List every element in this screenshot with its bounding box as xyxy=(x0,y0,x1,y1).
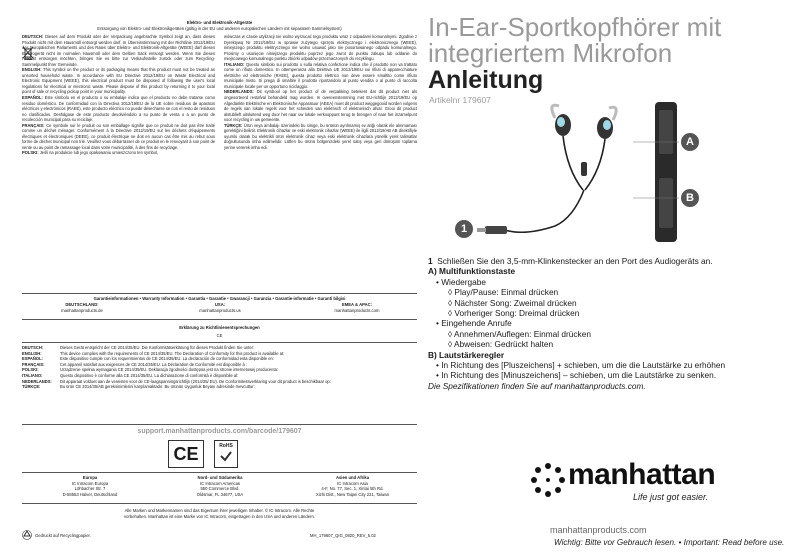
list-item: ◊ Abweisen: Gedrückt halten xyxy=(448,339,554,350)
list-item: ◊ Play/Pause: Einmal drücken xyxy=(448,287,559,298)
manual-title: Anleitung xyxy=(428,66,544,94)
list-item: • Wiedergabe xyxy=(436,276,486,287)
callout-a: A xyxy=(681,133,699,151)
earphones-illustration xyxy=(455,100,685,250)
spec-note: Die Spezifikationen finden Sie auf manhattanproducts.com. xyxy=(428,380,646,391)
table-row: POLSKI: Urządzenie spełnia wymagania CE 2014/35/EU. Deklaracja zgodności dostępna jest na stronie internetowej producenta: xyxy=(22,367,279,373)
rohs-label: RoHS xyxy=(219,443,233,449)
checkmark-icon xyxy=(219,450,233,462)
weee-title: Elektro- und Elektronik-Altgeräte xyxy=(186,20,253,25)
office-europe: Europa IC Intracom Europa Löhbacher Str. 7 D-58553 Halver, Deutschland xyxy=(62,475,118,497)
divider xyxy=(22,472,417,473)
weee-para-es: ESPAÑOL: Este símbolo en el producto o su embalaje indica que el producto no debe tratarse como residuo doméstico. De conformidad con la Directiva 2012/19/EU de la UE sobre residuos de aparatos eléctricos y electrónicos (RAEE), este producto eléctrico no puede desecharse se con el resto de residuos no clasificados. Deshágase de este producto devolviéndolo a su punto de venta o a un punto de recolección municipal para su reciclaje. xyxy=(22,95,216,123)
office-americas: Nord- und Südamerika IC Intracom Americas 550 Commerce Blvd. Oldsmar, FL 34677, USA xyxy=(196,475,244,497)
weee-para-nl: NEDERLANDS: Dit symbool op het product of de verpakking betekent dat dit product niet als ongesorteerd restafval behandeld mag worden. In overeenstemming met EU-richtlijn 2012/19/EU op Afgedankte Elektrische en Elektronische Apparatuur (AEEA) moet dit product weggegooid worden volgens de regels van lokale regels voor het scheiden van elektrisch of elektronisch afval. Grooi dit product alstublieft uitsluitend weg door het naar uw lokale verkooppunt terug te brengen of naar het inzamelpunt voor recycling in uw gemeente. xyxy=(224,89,418,123)
step-1: 1 Schließen Sie den 3,5-mm-Klinkenstecker an den Port des Audiogeräts an. xyxy=(428,256,713,266)
guarantee-region-de: DEUTSCHLAND: manhattanproducts.de xyxy=(61,302,103,313)
list-item: • In Richtung des [Minuszeichens] – schieben, um die Lautstärke zu senken. xyxy=(436,370,717,381)
instructions xyxy=(428,256,798,391)
weee-column-2 xyxy=(224,34,417,150)
weee-para-en: ENGLISH: This symbol on the product or its packaging means that this product must not be treated as unsorted household waste. In accordance with EU Directive 2012/19/EU on Waste Electrical and Electronic Equipment (WEEE), this electrical product must be disposed of following the user's local regulations for electrical or electronic waste. Please dispose of this product by returning it to your local point of sale or recycling pickup point in your municipality. xyxy=(22,67,215,95)
product-title: In-Ear-Sportkopfhörer mit integriertem Mikrofon xyxy=(428,12,722,68)
table-row: FRANÇAIS: Cet appareil satisfait aux exigences de CE 2014/35/EU. La Déclaration de Conformité est disponible à : xyxy=(22,361,248,367)
weee-subtitle: Entsorgung von Elektro- und Elektronikgeräten (gültig in der EU und anderen europäischen Ländern mit separatem Sammelsystem) xyxy=(97,26,342,31)
weee-para-pl: POLSKI: Jeśli na produkcie lub jego opakowaniu umieszczono ten symbol, xyxy=(22,150,159,156)
table-row: ESPAÑOL: Este dispositivo cumple con los requerimientos de CE 2014/35/EU. La declaración de conformidad esta disponible en: xyxy=(22,356,274,362)
guarantee-region-us: USA: manhattanproducts.us xyxy=(199,302,241,313)
table-row: NEDERLANDS: Dit apparaat voldoet aan de vereisten voor de CE-laagspanningsrichtlijn (2014/35/ EU). De Conformiteitsverklaring voor dit product is beschikbaar op: xyxy=(22,378,331,384)
list-item: • In Richtung des [Pluszeichens] + schieben, um die die Lautstärke zu erhöhen xyxy=(436,360,726,371)
divider xyxy=(22,424,417,425)
manhattan-logo-dots-icon xyxy=(530,462,566,498)
callout-b: B xyxy=(681,189,699,207)
divider xyxy=(22,342,417,343)
section-a-heading: A) Multifunktionstaste xyxy=(428,266,516,277)
rohs-mark xyxy=(214,440,238,468)
trademark-note: Alle Marken und Markennamen sind das Eigentum ihrer jeweiligen Inhaber. © IC Intracom. Alle Rechte vorbehalten. Manhattan ist eine Marke von IC Intracom, eingetragen in den USA und anderen Ländern. xyxy=(124,508,315,519)
table-row: TÜRKÇE: Bu ürün CE 2014/35/AB gereksinimlerini karşılamaktadır. Bu ürünün Uygunluk Beyanı adresinde mevcuttur: xyxy=(22,384,255,390)
divider xyxy=(22,319,417,320)
weee-para-de: DEUTSCH: Dieses auf dem Produkt oder der Verpackung angebrachte Symbol zeigt an, dass dieses Produkt nicht mit dem Hausmüll entsorgt werden darf. In Übereinstimmung mit der Richtlinie 2012/19/EU des Europäischen Parlaments und des Rates über Elektro- und Elektronik-Altgeräte (WEEE) darf dieses Elektrogerät nicht im normalen Hausmüll oder dem Gelben Sack entsorgt werden. Wenn Sie dieses Produkt entsorgen möchten, bringen Sie es bitte zur Verkaufsstelle zurück oder zum Recycling-Sammelpunkt Ihrer Gemeinde. xyxy=(22,34,216,67)
recycled-paper-note: Gedruckt auf Recyclingpapier. xyxy=(35,533,91,538)
callout-1: 1 xyxy=(455,220,473,238)
document-code: MH_179607_QIG_0820_REV_5.02 xyxy=(310,533,376,538)
declaration-ce: CE xyxy=(216,333,223,338)
recycle-icon xyxy=(22,530,32,540)
table-row: ENGLISH: This device complies with the requirements of CE 2014/35/EU. The Declaration of Conformity for this product is available at: xyxy=(22,350,285,356)
table-row: ITALIANO: Questo dispositivo è conforme alla CE 2014/35/EU. La dichiarazione di conformità è disponibile al: xyxy=(22,372,239,378)
list-item: ◊ Vorheriger Song: Dreimal drücken xyxy=(448,308,580,319)
list-item: ◊ Nächster Song: Zweimal drücken xyxy=(448,297,577,308)
guarantee-link-emea[interactable]: manhattanproducts.com xyxy=(334,307,380,313)
declaration-table xyxy=(22,345,417,390)
brand-name: manhattan xyxy=(568,458,716,491)
weee-para-it: ITALIANO: Questo simbolo sui prodotto o sulla relativa confezione indica che il prodotto non va trattato come un rifiuto domestico. In ottemperanza alla Direttiva UE 2012/19/EU sui rifiuti di apparecchiature elettriche ed elettroniche (RAEE), questa prodotto elettrico non deve essere smaltito come rifiuto municipale misto. Si prega di smaltire il prodotto riportandolo al punto vendita o al punto di raccolta municipale locale per un opportuno riciclaggio. xyxy=(224,61,417,89)
weee-para-tr: TÜRKÇE: Ürün veya ambalajı üzerindeki bu simge, bu ürünün ayrılmamış ev atığı olarak ele alınmaması gerektiğini belirtir. Elektronik cihazlar ve eski elektronik cihazlar (WEEE) ile ilgili 2012/19/AB AB direktifiyle uyumlu olarak bu elektrikli ürün elektronik cihaz veya eski elektronik cihazlara yönelik yerel talimatlar doğrultusunda imha edilmelidir. Lütfen bu ürünü bölgenizdeki yerel satış veya geri dönüşüm toplama yerine vererek imha edi. xyxy=(224,122,417,150)
office-asia: Asien und Afrika IC Intracom Asia 4-F, No. 77, Sec. 1, Xintai 5th Rd. Xizhi Dist., New Taipei City 221, Taiwan xyxy=(315,475,390,497)
read-before-use-note: Wichtig: Bitte vor Gebrauch lesen. • Important: Read before use. xyxy=(554,538,785,547)
declaration-title: Erklärung zu Richtlinienentsprechungen xyxy=(179,325,260,330)
list-item: ◊ Annehmen/Auflegen: Einmal drücken xyxy=(448,328,591,339)
divider xyxy=(22,293,417,294)
guarantee-link-us[interactable]: manhattanproducts.us xyxy=(199,307,241,313)
guarantee-region-emea: EMEA & APAC: manhattanproducts.com xyxy=(334,302,380,313)
brand-slogan: Life just got easier. xyxy=(633,492,709,502)
article-number: Artikelnr 179607 xyxy=(429,95,491,105)
weee-column-1 xyxy=(22,34,215,156)
ce-mark: CE xyxy=(168,440,204,468)
table-row: DEUTSCH: Dieses Gerät entspricht der CE 2014/35/EU. Die Konformitätserklärung für dieses Produkt finden Sie unter: xyxy=(22,345,255,350)
website[interactable]: manhattanproducts.com xyxy=(550,525,647,535)
support-url[interactable]: support.manhattanproducts.com/barcode/179607 xyxy=(137,428,302,435)
section-b-heading: B) Lautstärkeregler xyxy=(428,349,505,360)
weee-para-fr: FRANÇAIS: Ce symbole sur le produit ou son emballage signifie que ce produit ne doit pas être traité comme un déchet ménager. Conformément à la Directive 2012/19/EU sur les déchets d'équipements électriques et électroniques (DEEE), ce produit électrique ne doit en aucun cas être mis au rebut sous forme de déchet municipal non trié. Veuillez vous débarrasser de ce produit en le renvoyant à son point de vente ou au point de ramassage local dans votre municipalité, à des fins de recyclage. xyxy=(22,122,216,150)
divider xyxy=(22,503,417,504)
weee-para-pl-cont: wówczas w czasie utylizacji nie wolno wyrzucać tego produktu wraz z odpadami komunalnymi. Zgodnie z Dyrektywą Nr 2012/19/EU w sprawie zużytego sprzętu elektrycznego i elektronicznego (WEEE), niniejszego produktu elektrycznego nie wolno usuwać jako nie posortowanego odpadu komunalnego. Prosimy o usunięcie niniejszego produktu poprzez jego zwrot do punktu zakupu lub oddanie do miejscowego komunalnego punktu zbiórki odpadów przeznaczonych do recyklingu. xyxy=(224,34,417,62)
guarantee-link-de[interactable]: manhattanproducts.de xyxy=(61,307,103,313)
list-item: • Eingehende Anrufe xyxy=(436,318,512,329)
guarantee-line: Garantieinformationen • Warranty Information • Garantía • Garantie • Gwarancji • Garanzia • Garantie-informatie • Garanti bilgisi xyxy=(93,296,346,301)
